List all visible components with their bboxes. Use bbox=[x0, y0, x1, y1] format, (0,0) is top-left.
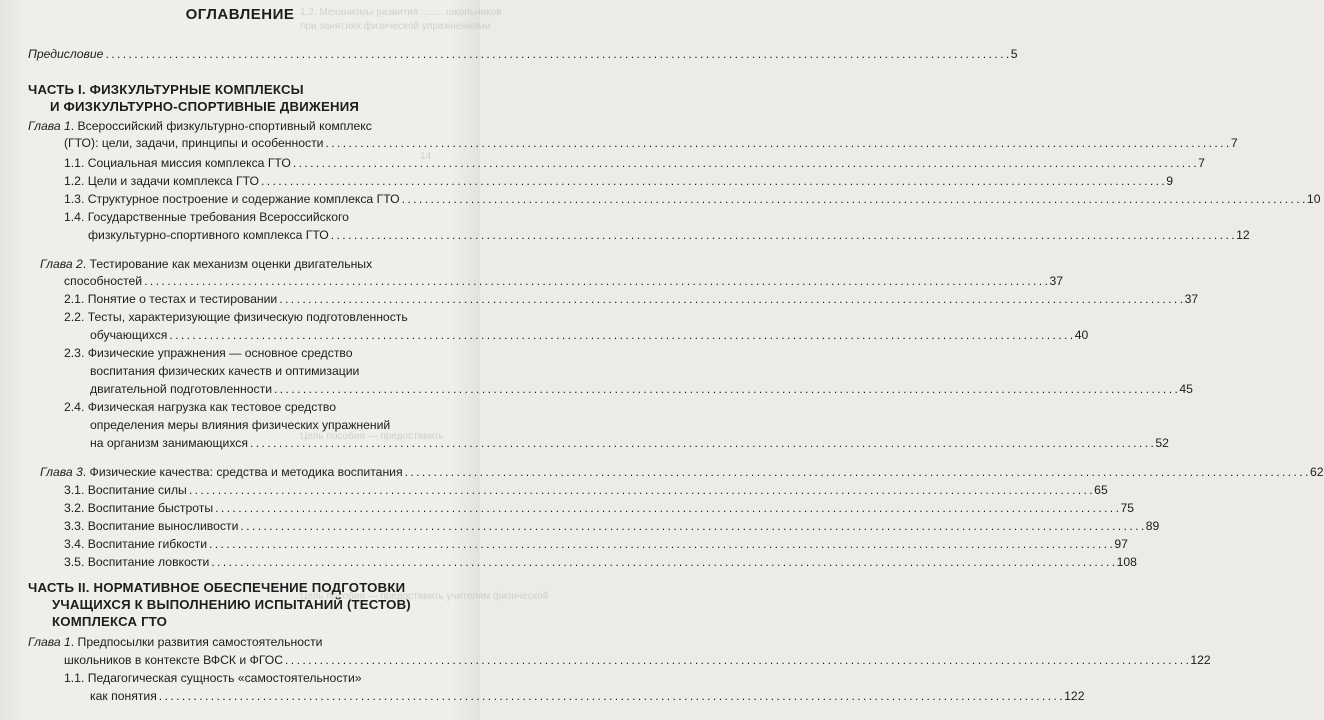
page-number: 52 bbox=[1155, 436, 1169, 450]
toc-entry-3-1[interactable]: 3.1. Воспитание силы . . . 65 bbox=[64, 482, 452, 498]
leader-dots bbox=[402, 191, 1305, 207]
leader-dots bbox=[211, 554, 1114, 570]
page-number: 122 bbox=[1190, 653, 1211, 667]
page-number: 12 bbox=[1236, 228, 1250, 242]
part-2-heading-line-2: УЧАЩИХСЯ К ВЫПОЛНЕНИЮ ИСПЫТАНИЙ (ТЕСТОВ) bbox=[52, 597, 411, 612]
chapter-label: Глава 1 bbox=[28, 635, 71, 649]
bleed-through-text: 14 bbox=[420, 151, 432, 162]
p2-ch1-title-line-2[interactable]: школьников в контексте ВФСК и ФГОС . . . 122 bbox=[64, 652, 452, 668]
toc-entry-1-4[interactable]: физкультурно-спортивного комплекса ГТО . . . 12 bbox=[88, 227, 452, 243]
toc-title: ОГЛАВЛЕНИЕ bbox=[185, 6, 295, 23]
toc-entry-2-2-line-1[interactable]: 2.2. Тесты, характеризующие физическую подготовленность bbox=[64, 310, 408, 324]
leader-dots bbox=[105, 46, 1008, 62]
toc-entry-p2-1-1[interactable]: как понятия . . . 122 bbox=[90, 688, 452, 704]
page-number: 89 bbox=[1145, 519, 1160, 533]
p2-ch1-title-line-1[interactable]: Глава 1. Предпосылки развития самостоятельности bbox=[28, 635, 323, 649]
ch3-title[interactable]: Глава 3. Физические качества: средства и методика воспитания . . . 62 bbox=[40, 464, 452, 480]
page-number: 75 bbox=[1120, 501, 1135, 515]
toc-entry-2-4[interactable]: на организм занимающихся . . . 52 bbox=[90, 435, 452, 451]
bleed-through-text: Цель пособия — предоставить bbox=[300, 431, 444, 442]
leader-dots bbox=[279, 291, 1182, 307]
page-number: 37 bbox=[1049, 274, 1064, 288]
page-number: 122 bbox=[1064, 689, 1085, 703]
leader-dots bbox=[261, 173, 1164, 189]
ch1-title-line-1[interactable]: Глава 1. Всероссийский физкультурно-спортивный комплекс bbox=[28, 119, 372, 133]
page-number: 45 bbox=[1179, 382, 1193, 396]
bleed-through-text: 1.2. Механизмы развития ........ школьников bbox=[300, 7, 502, 18]
page-number: 40 bbox=[1074, 328, 1089, 342]
leader-dots bbox=[325, 135, 1228, 151]
page-number: 7 bbox=[1198, 156, 1205, 170]
part-1-heading-line-2: И ФИЗКУЛЬТУРНО-СПОРТИВНЫЕ ДВИЖЕНИЯ bbox=[50, 99, 360, 114]
toc-entry-2-4-line-2[interactable]: определения меры влияния физических упражнений bbox=[90, 418, 391, 432]
page-number: 97 bbox=[1114, 537, 1128, 551]
toc-entry-p2-1-1-line-1[interactable]: 1.1. Педагогическая сущность «самостоятельности» bbox=[64, 671, 362, 685]
leader-dots bbox=[144, 273, 1047, 289]
leader-dots bbox=[159, 688, 1062, 704]
page-number: 37 bbox=[1184, 292, 1199, 306]
toc-entry-1-3[interactable]: 1.3. Структурное построение и содержание комплекса ГТО . . . 10 bbox=[64, 191, 452, 207]
chapter-label: Глава 1 bbox=[28, 119, 71, 133]
toc-entry-3-3[interactable]: 3.3. Воспитание выносливости . . . 89 bbox=[64, 518, 452, 534]
part-2-heading-line-3: КОМПЛЕКСА ГТО bbox=[52, 614, 168, 629]
leader-dots bbox=[331, 227, 1234, 243]
ch1-title-line-2[interactable]: (ГТО): цели, задачи, принципы и особенности . . . 7 bbox=[64, 135, 452, 151]
page-number: 62 bbox=[1309, 465, 1324, 479]
toc-entry-3-4[interactable]: 3.4. Воспитание гибкости . . . 97 bbox=[64, 536, 452, 552]
toc-entry-1-1[interactable]: 1.1. Социальная миссия комплекса ГТО . . . 7 bbox=[64, 155, 452, 171]
leader-dots bbox=[285, 652, 1188, 668]
page-number: 65 bbox=[1094, 483, 1108, 497]
leader-dots bbox=[250, 435, 1153, 451]
leader-dots bbox=[274, 381, 1177, 397]
leader-dots bbox=[189, 482, 1092, 498]
bleed-through-text: при занятиях физической упражнениями bbox=[300, 21, 491, 32]
chapter-label: Глава 2 bbox=[40, 257, 83, 271]
toc-entry-1-2[interactable]: 1.2. Цели и задачи комплекса ГТО . . . 9 bbox=[64, 173, 452, 189]
leader-dots bbox=[215, 500, 1118, 516]
toc-entry-2-1[interactable]: 2.1. Понятие о тестах и тестировании . . . 37 bbox=[64, 291, 452, 307]
leader-dots bbox=[169, 327, 1072, 343]
ch2-title-line-1[interactable]: Глава 2. Тестирование как механизм оценки двигательных bbox=[40, 257, 373, 271]
leader-dots bbox=[293, 155, 1196, 171]
toc-entry-2-3-line-1[interactable]: 2.3. Физические упражнения — основное средство bbox=[64, 346, 353, 360]
page-number: 10 bbox=[1306, 192, 1321, 206]
page-number: 108 bbox=[1116, 555, 1137, 569]
chapter-label: Глава 3 bbox=[40, 465, 83, 479]
toc-entry-2-2[interactable]: обучающихся . . . 40 bbox=[90, 327, 452, 343]
page-number: 5 bbox=[1010, 47, 1018, 61]
toc-entry-2-3-line-2[interactable]: воспитания физических качеств и оптимизации bbox=[90, 364, 360, 378]
page-number: 7 bbox=[1230, 136, 1238, 150]
toc-entry-2-3[interactable]: двигательной подготовленности . . . 45 bbox=[90, 381, 452, 397]
toc-entry-preface[interactable] bbox=[28, 46, 1018, 62]
ch2-title-line-2[interactable]: способностей . . . 37 bbox=[64, 273, 452, 289]
toc-entry-3-5[interactable]: 3.5. Воспитание ловкости . . . 108 bbox=[64, 554, 452, 570]
leader-dots bbox=[240, 518, 1143, 534]
leader-dots bbox=[209, 536, 1112, 552]
bleed-through-text: Цель пособия — предоставить учителям физической bbox=[300, 591, 549, 602]
leader-dots bbox=[405, 464, 1308, 480]
toc-entry-2-4-line-1[interactable]: 2.4. Физическая нагрузка как тестовое средство bbox=[64, 400, 337, 414]
page-number: 9 bbox=[1166, 174, 1174, 188]
toc-entry-1-4-line-1[interactable]: 1.4. Государственные требования Всероссийского bbox=[64, 210, 349, 224]
preface-label: Предисловие bbox=[28, 47, 104, 61]
toc-entry-3-2[interactable]: 3.2. Воспитание быстроты . . . 75 bbox=[64, 500, 452, 516]
part-2-heading-line-1: ЧАСТЬ II. НОРМАТИВНОЕ ОБЕСПЕЧЕНИЕ ПОДГОТОВКИ bbox=[28, 580, 406, 595]
part-1-heading-line-1: ЧАСТЬ I. ФИЗКУЛЬТУРНЫЕ КОМПЛЕКСЫ bbox=[28, 82, 304, 97]
